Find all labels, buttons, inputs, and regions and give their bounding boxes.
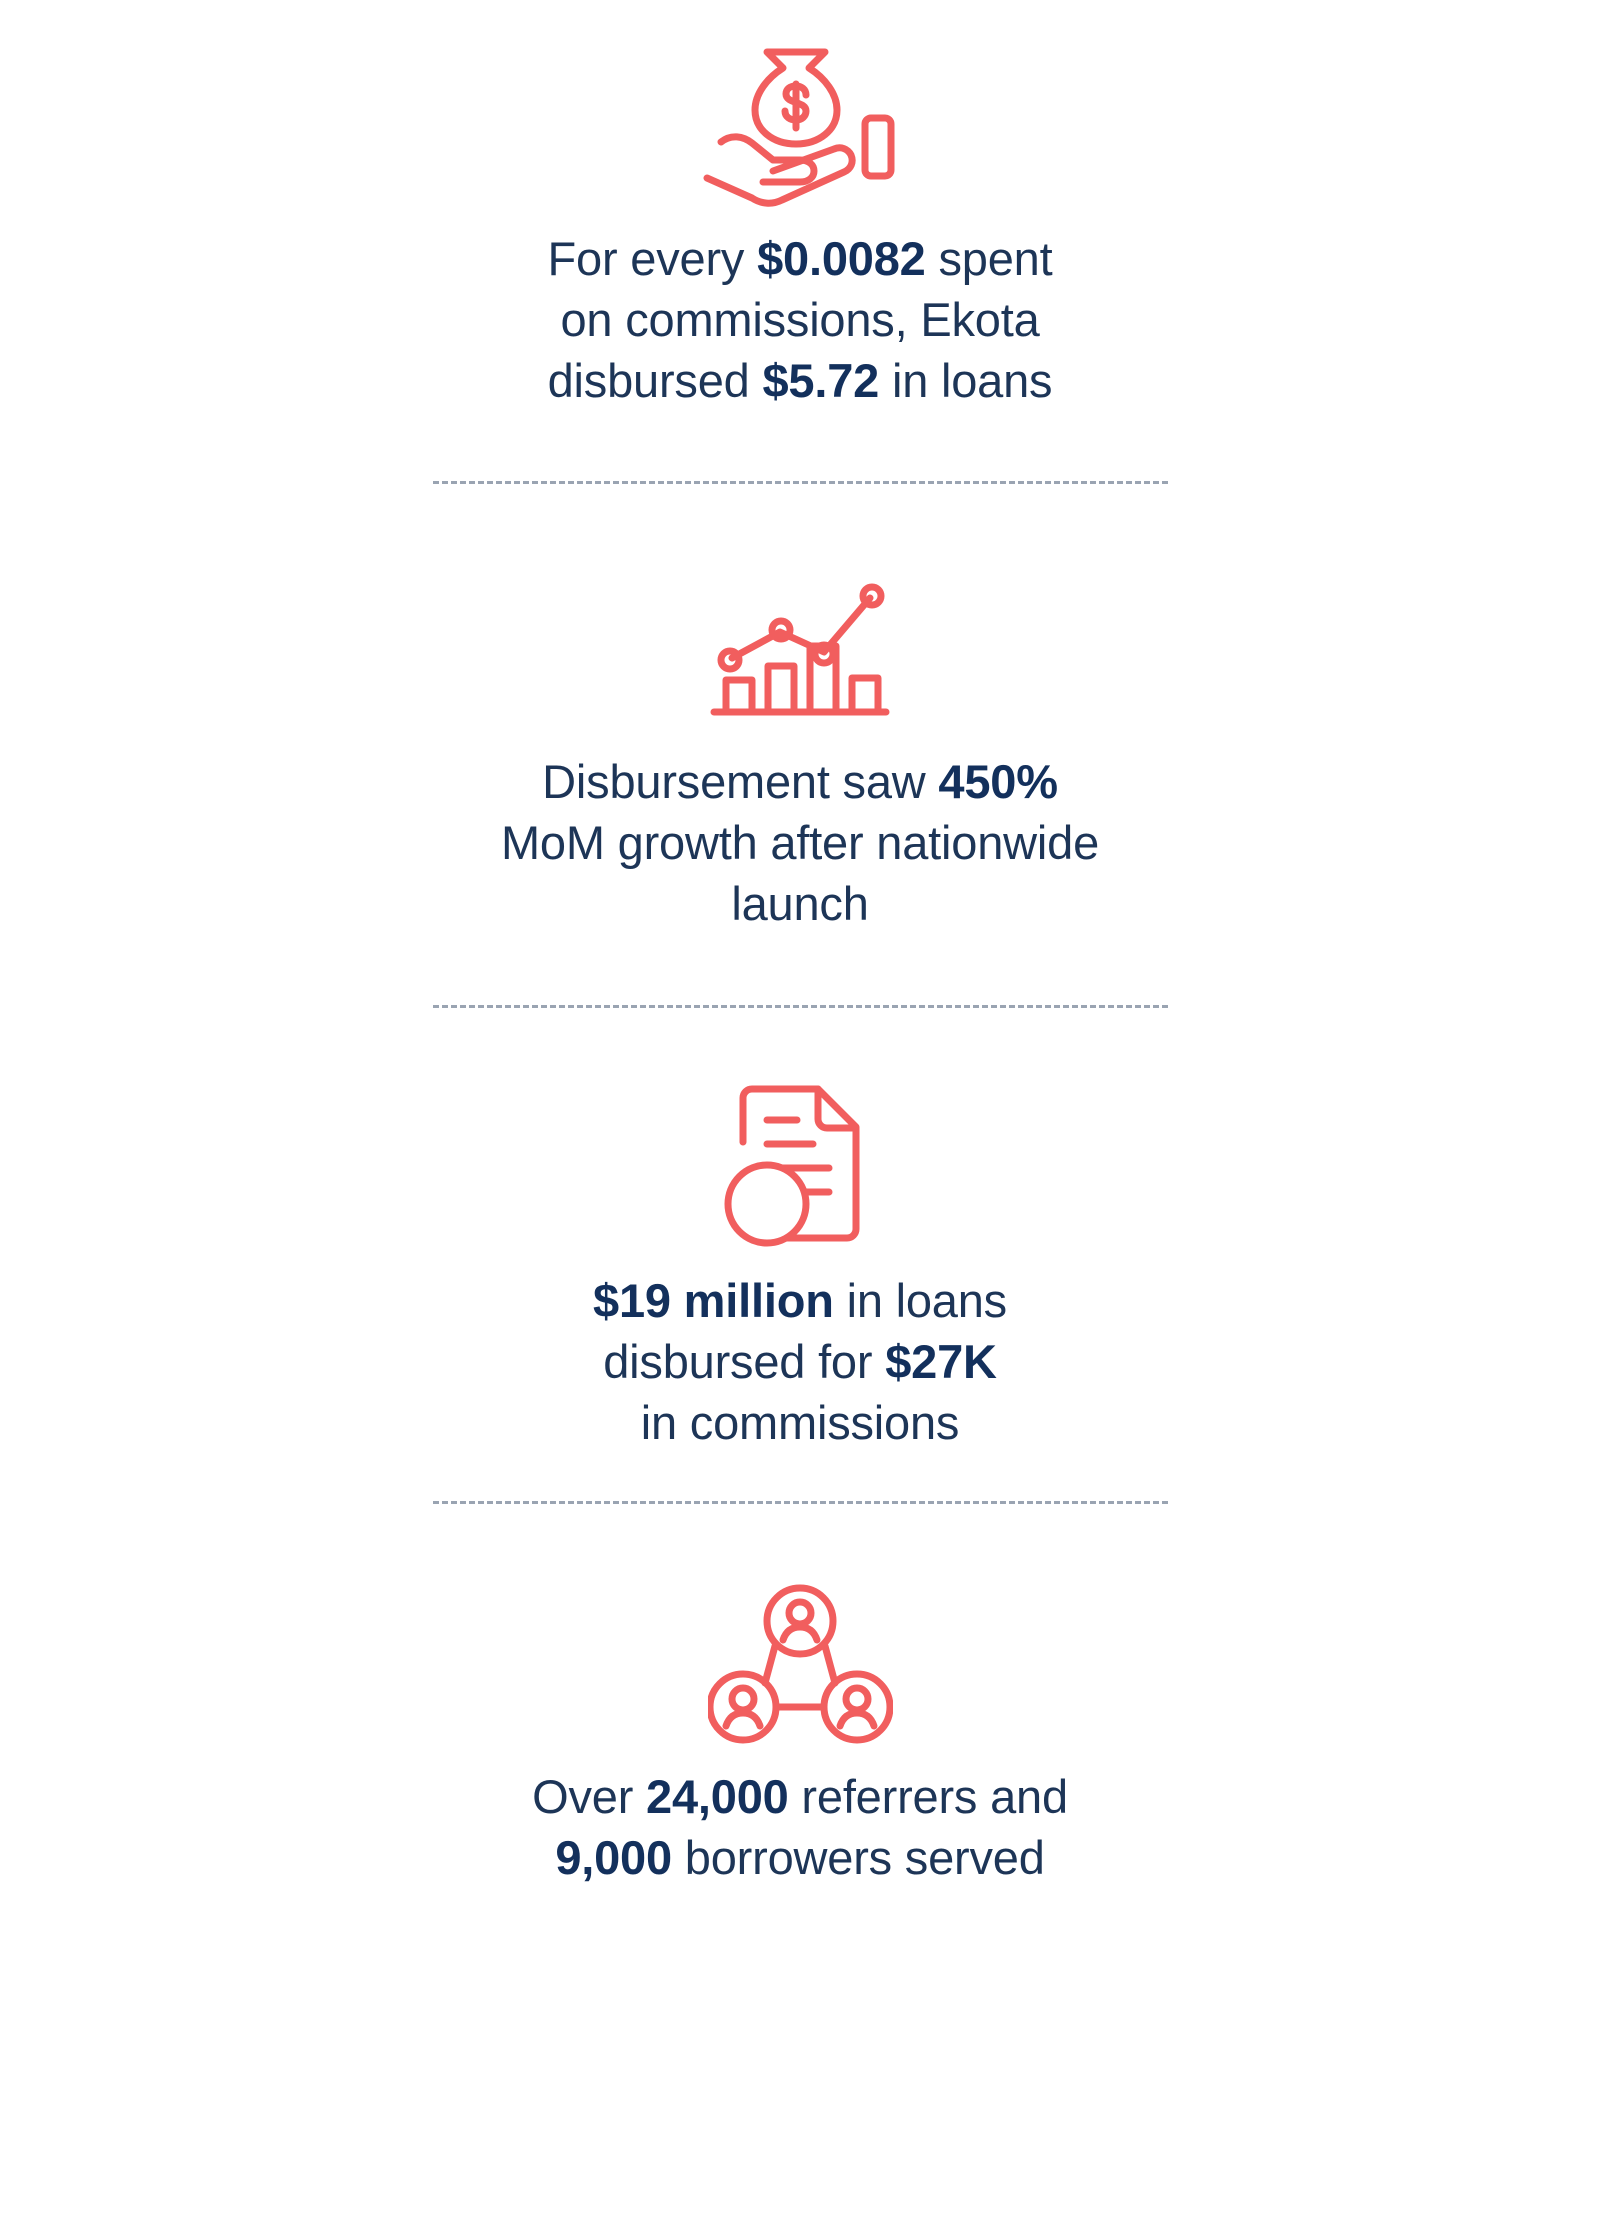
stat-line: in commissions [640, 1395, 960, 1449]
stat-line: Over 24,000 referrers and [532, 1769, 1068, 1823]
stat-text-3 [593, 1270, 1007, 1453]
divider-3 [433, 1501, 1168, 1504]
hand-holding-money-bag-icon [693, 18, 908, 228]
stat-block-loans-disbursed [0, 1070, 1600, 1453]
bar-chart-growth-icon [700, 556, 900, 751]
loan-document-icon [715, 1070, 885, 1270]
stat-text-2 [501, 751, 1099, 934]
stat-block-users-served [0, 1566, 1600, 1888]
stat-block-commission-ratio [0, 18, 1600, 411]
stat-line: disbursed for $27K [603, 1334, 997, 1388]
divider-1 [433, 481, 1168, 484]
stat-block-mom-growth [0, 556, 1600, 934]
stat-line: disbursed $5.72 in loans [547, 354, 1053, 408]
stat-text-1 [548, 228, 1053, 411]
stat-text-4 [532, 1766, 1068, 1888]
stat-line: For every $0.0082 spent [547, 232, 1053, 285]
stat-line: 9,000 borrowers served [555, 1830, 1045, 1884]
stat-line: Disbursement saw 450% [542, 755, 1058, 809]
people-network-icon [708, 1566, 893, 1766]
stat-line: $19 million in loans [593, 1273, 1007, 1327]
stat-line: launch [731, 877, 869, 931]
stat-line: on commissions, Ekota [560, 293, 1040, 347]
stat-line: MoM growth after nationwide [500, 816, 1100, 870]
divider-2 [433, 1005, 1168, 1008]
